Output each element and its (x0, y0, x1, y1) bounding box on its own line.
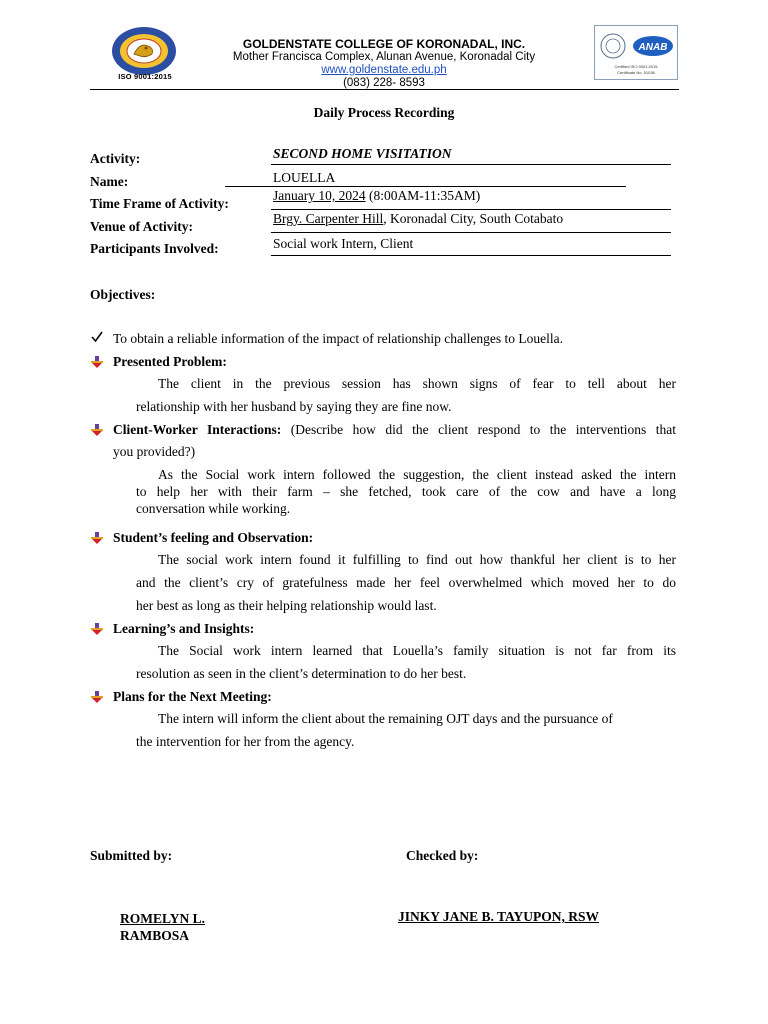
venue-label: Venue of Activity: (90, 219, 193, 234)
learnings-line-1: The Social work intern learned that Louella’s family situation is not far from its (158, 643, 676, 658)
letterhead (200, 38, 568, 90)
checkmark-icon (90, 330, 104, 344)
feelings-line-1: The social work intern found it fulfilling to find out how thankful her client is to her (158, 552, 676, 567)
venue-place: Brgy. Carpenter Hill (273, 211, 384, 226)
name-underline (225, 186, 626, 187)
interactions-note-1: (Describe how did the client respond to the interventions that (281, 422, 676, 437)
cert-line-1: Certified ISO 9001:2015 (614, 64, 658, 69)
activity-underline (271, 164, 671, 165)
timeframe-label: Time Frame of Activity: (90, 196, 229, 211)
objective-item: To obtain a reliable information of the impact of relationship challenges to Louella. (113, 331, 564, 346)
certification-badge (594, 25, 678, 80)
name-label: Name: (90, 174, 129, 189)
participants-label: Participants Involved: (90, 241, 219, 256)
interactions-line-1: As the Social work intern followed the suggestion, the client instead asked the intern (158, 467, 676, 482)
learnings-heading: Learning’s and Insights: (113, 621, 255, 636)
phone-number: (083) 228- 8593 (343, 77, 425, 89)
document-title: Daily Process Recording (313, 105, 455, 120)
interactions-line-2: to help her with their farm – she fetched, took care of the cow and have a long (136, 484, 676, 499)
presented-problem-line-1: The client in the previous session has shown signs of fear to tell about her (158, 376, 676, 391)
submitter-signature-block (120, 910, 260, 943)
arrow-bullet-icon (90, 531, 104, 545)
activity-value: SECOND HOME VISITATION (273, 146, 452, 161)
arrow-bullet-icon (90, 423, 104, 437)
timeframe-time: (8:00AM-11:35AM) (368, 188, 481, 203)
arrow-bullet-icon (90, 355, 104, 369)
timeframe-date: January 10, 2024 (273, 188, 366, 203)
plans-heading: Plans for the Next Meeting: (113, 689, 272, 704)
anab-badge-text: ANAB (638, 42, 668, 53)
interactions-heading: Client-Worker Interactions: (113, 422, 282, 437)
participants-underline (271, 255, 671, 256)
objectives-heading: Objectives: (90, 287, 156, 302)
plans-line-1: The intern will inform the client about the remaining OJT days and the pursuance of (158, 711, 613, 726)
interactions-line-3: conversation while working. (136, 501, 291, 516)
college-logo (110, 26, 178, 76)
presented-problem-line-2: relationship with her husband by saying they are fine now. (136, 399, 452, 414)
checked-by-label: Checked by: (406, 848, 479, 863)
name-value: LOUELLA (273, 170, 336, 185)
feelings-line-2: and the client’s cry of gratefulness made her feel overwhelmed which moved her to do (136, 575, 676, 590)
cert-line-2: Certificate No. 51038 (617, 70, 655, 75)
venue-rest: , Koronadal City, South Cotabato (383, 211, 564, 226)
interactions-note-2: you provided?) (113, 444, 196, 459)
plans-line-2: the intervention for her from the agency. (136, 734, 355, 749)
participants-value: Social work Intern, Client (273, 236, 414, 251)
submitted-by-label: Submitted by: (90, 848, 173, 863)
submitter-name-1: ROMELYN L. (120, 911, 206, 926)
learnings-line-2: resolution as seen in the client’s determination to do her best. (136, 666, 467, 681)
activity-label: Activity: (90, 151, 141, 166)
institution-address: Mother Francisca Complex, Alunan Avenue, Koronadal City (232, 51, 536, 63)
interactions-heading-row (113, 422, 676, 438)
arrow-bullet-icon (90, 622, 104, 636)
venue-value (273, 211, 563, 227)
submitter-name-2: RAMBOSA (120, 928, 190, 943)
feelings-line-3: her best as long as their helping relationship would last. (136, 598, 437, 613)
timeframe-underline (271, 209, 671, 210)
arrow-bullet-icon (90, 690, 104, 704)
website-link[interactable]: www.goldenstate.edu.ph (321, 64, 447, 76)
presented-problem-heading: Presented Problem: (113, 354, 227, 369)
iso-label: ISO 9001:2015 (118, 72, 172, 81)
timeframe-value (273, 188, 480, 204)
venue-underline (271, 232, 671, 233)
institution-name: GOLDENSTATE COLLEGE OF KORONADAL, INC. (242, 37, 526, 51)
checker-name: JINKY JANE B. TAYUPON, RSW (398, 909, 600, 924)
feelings-heading: Student’s feeling and Observation: (113, 530, 314, 545)
header-divider (90, 89, 679, 90)
